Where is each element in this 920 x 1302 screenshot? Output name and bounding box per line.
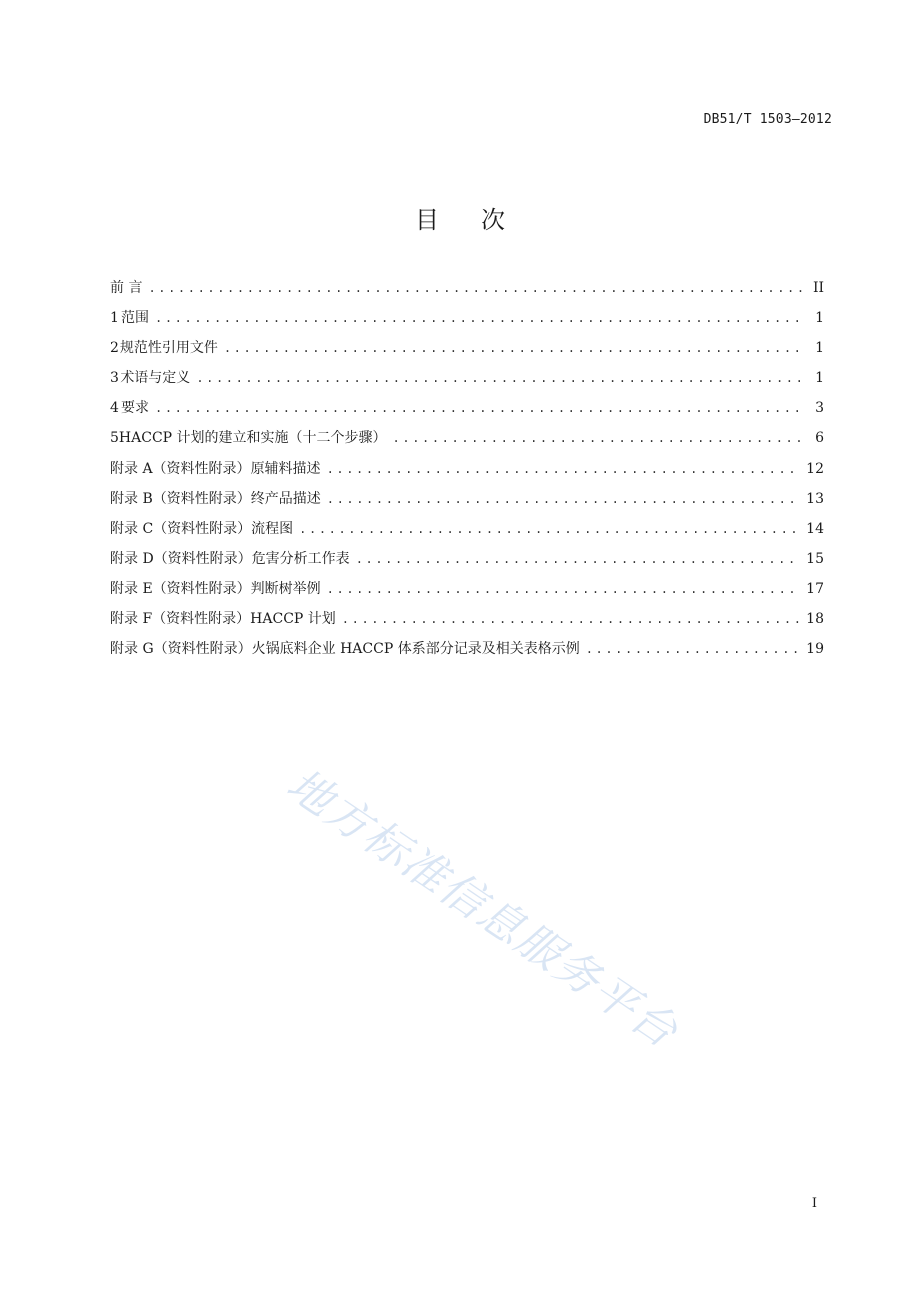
toc-appendix-f[interactable] — [110, 609, 824, 639]
appendix-label: 火锅底料企业 HACCP 体系部分记录及相关表格示例 — [251, 641, 580, 658]
toc-page: 6 — [815, 430, 824, 447]
toc-page: 17 — [806, 580, 824, 597]
page-number: I — [811, 1196, 817, 1211]
toc-entry-1[interactable] — [110, 308, 824, 338]
toc-appendix-b[interactable] — [110, 489, 824, 519]
toc-page: 13 — [806, 490, 824, 507]
dot-leader — [299, 519, 800, 539]
dot-leader — [327, 579, 801, 599]
toc-page: 14 — [806, 520, 824, 537]
dot-leader — [148, 278, 804, 298]
dot-leader — [393, 428, 804, 448]
appendix-label: HACCP 计划 — [250, 611, 336, 628]
appendix-label: 终产品描述 — [250, 490, 321, 507]
toc-number: 5 — [110, 430, 119, 447]
page-title — [0, 200, 920, 235]
toc-appendix-a[interactable] — [110, 459, 824, 489]
toc-label: HACCP 计划的建立和实施（十二个步骤） — [118, 430, 387, 447]
toc-entry-4[interactable] — [110, 398, 824, 428]
appendix-prefix: 附录 E（资料性附录） — [110, 580, 251, 597]
toc-number: 3 — [110, 370, 119, 387]
dot-leader — [196, 368, 804, 388]
appendix-label: 判断树举例 — [250, 580, 321, 597]
toc-page: 19 — [806, 641, 824, 658]
appendix-prefix: 附录 A（资料性附录） — [110, 460, 251, 477]
toc-label: 规范性引用文件 — [119, 340, 218, 357]
toc-page: 1 — [815, 310, 824, 327]
appendix-label: 危害分析工作表 — [251, 550, 350, 567]
appendix-label: 流程图 — [251, 520, 294, 537]
toc-appendix-d[interactable] — [110, 549, 824, 579]
dot-leader — [586, 639, 800, 659]
toc-page: 18 — [806, 611, 824, 628]
toc-page: 3 — [815, 400, 824, 417]
toc-entry-5[interactable] — [110, 428, 824, 458]
appendix-prefix: 附录 F（资料性附录） — [110, 611, 251, 628]
appendix-prefix: 附录 B（资料性附录） — [110, 490, 251, 507]
toc-number: 1 — [110, 310, 119, 327]
appendix-label: 原辅料描述 — [250, 460, 321, 477]
toc-page: II — [812, 280, 824, 296]
toc-page: 15 — [806, 550, 824, 567]
toc-entry-foreword[interactable] — [110, 278, 824, 308]
dot-leader — [356, 549, 800, 569]
appendix-prefix: 附录 D（资料性附录） — [110, 550, 252, 567]
toc-appendix-e[interactable] — [110, 579, 824, 609]
toc-appendix-g[interactable] — [110, 639, 824, 669]
dot-leader — [155, 398, 804, 418]
table-of-contents — [110, 278, 824, 669]
title-char-2: 次 — [481, 206, 505, 234]
toc-number: 4 — [110, 400, 119, 417]
watermark: 地方标准信息服务平台 — [277, 758, 688, 1059]
toc-page: 1 — [815, 340, 824, 357]
dot-leader — [224, 338, 804, 358]
toc-entry-3[interactable] — [110, 368, 824, 398]
toc-number: 2 — [110, 340, 119, 357]
standard-number: DB51/T 1503—2012 — [703, 112, 832, 127]
toc-appendix-c[interactable] — [110, 519, 824, 549]
toc-entry-2[interactable] — [110, 338, 824, 368]
appendix-prefix: 附录 C（资料性附录） — [110, 520, 252, 537]
toc-label: 术语与定义 — [120, 370, 191, 387]
toc-label: 前 言 — [110, 280, 143, 296]
toc-page: 12 — [806, 460, 824, 477]
dot-leader — [327, 459, 801, 479]
toc-label: 要求 — [121, 400, 150, 417]
dot-leader — [155, 308, 804, 328]
dot-leader — [342, 609, 800, 629]
title-char-1: 目 — [415, 206, 439, 234]
dot-leader — [327, 489, 800, 509]
toc-page: 1 — [815, 370, 824, 387]
appendix-prefix: 附录 G（资料性附录） — [110, 641, 252, 658]
toc-label: 范围 — [121, 310, 150, 327]
